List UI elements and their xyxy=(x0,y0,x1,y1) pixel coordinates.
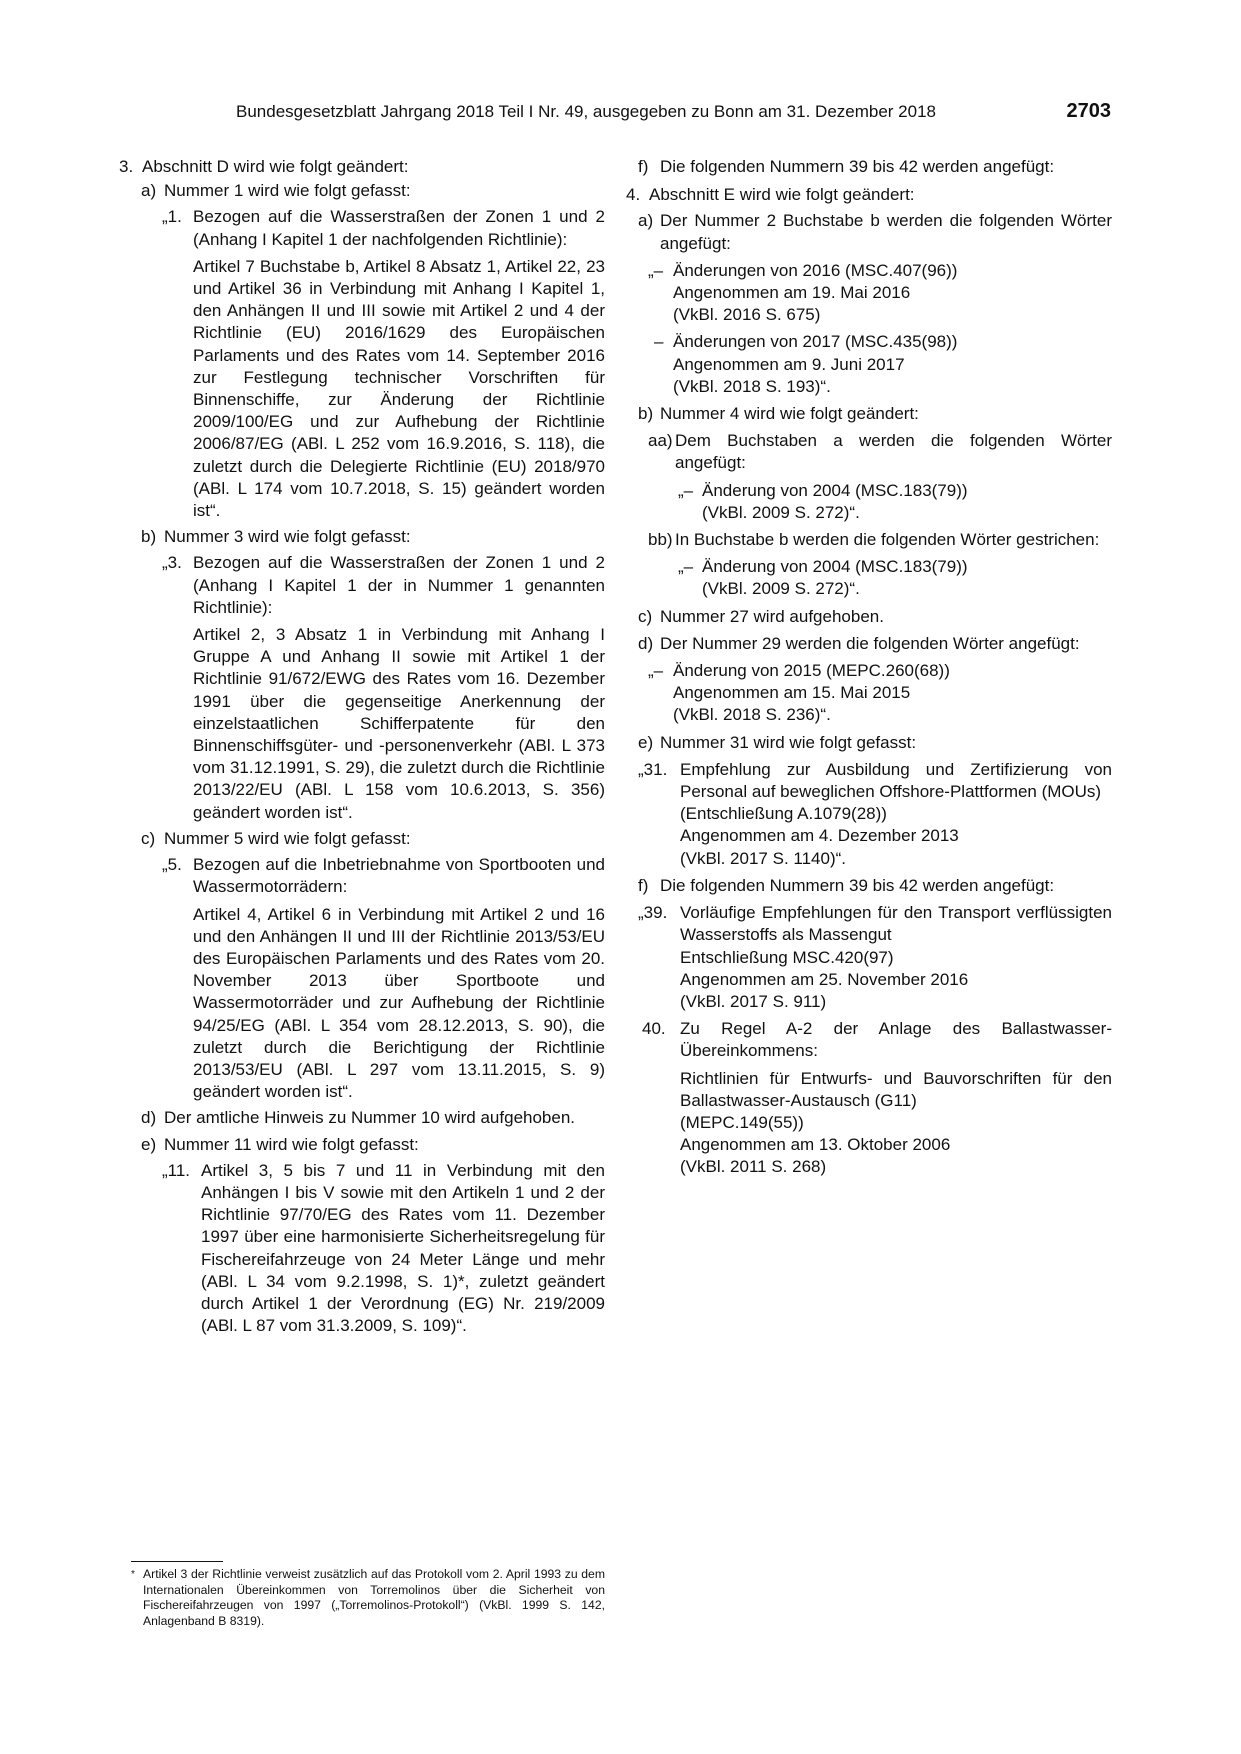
dash-line: (VkBl. 2009 S. 272)“. xyxy=(702,502,860,522)
item-text: Dem Buchstaben a werden die folgenden Wörter angefügt: xyxy=(675,431,1112,473)
item-4b xyxy=(638,403,1112,425)
item-label: e) xyxy=(141,1134,157,1154)
nummer-11 xyxy=(131,1160,605,1338)
dash-item-bb xyxy=(638,556,1112,600)
section-label: 3. xyxy=(119,157,134,176)
item-bb xyxy=(638,529,1112,551)
nummer-label: „1. xyxy=(162,207,182,227)
dash-label: „– xyxy=(648,260,664,280)
nummer-label: „3. xyxy=(162,553,182,573)
dash-line: Änderung von 2015 (MEPC.260(68)) xyxy=(673,661,950,681)
nummer-line: Angenommen am 13. Oktober 2006 xyxy=(680,1135,951,1155)
dash-line: Änderung von 2004 (MSC.183(79)) xyxy=(702,480,968,500)
item-text: Der amtliche Hinweis zu Nummer 10 wird aufgehoben. xyxy=(164,1108,576,1128)
nummer-body: Artikel 4, Artikel 6 in Verbindung mit Artikel 2 und 16 und den Anhängen II und III der Richtlinie 2013/53/EU des Europäischen Parlaments und des Rates vom 20. November 2013 über Sportboote und Wassermotorräder und zur Aufhebung der Richtlinie 94/25/EG (ABl. L 354 vom 28.12.2013, S. 90), die zuletzt durch die Berichtigung der Richtlinie 2013/53/EU (ABl. L 297 vom 13.11.2015, S. 9) geändert worden ist“. xyxy=(193,904,605,1102)
item-label: d) xyxy=(141,1108,157,1128)
section-4 xyxy=(626,184,1112,206)
footnote-marker: * xyxy=(131,1569,135,1580)
nummer-body: Artikel 2, 3 Absatz 1 in Verbindung mit Anhang I Gruppe A und Anhang II sowie mit Artikel 1 der Richtlinie 91/672/EWG des Rates vom 16. Dezember 1991 über die gegenseitige Anerkennung der einzelstaatlichen Schifferpatente für den Binnenschiffsgüter- und -personenverkehr (ABl. L 373 vom 31.12.1991, S. 29), die zuletzt durch die Richtlinie 2013/22/EU (ABl. L 158 vom 10.6.2013, S. 356) geändert worden ist“. xyxy=(193,625,605,822)
nummer-line: (MEPC.149(55)) xyxy=(680,1112,804,1132)
dash-item-2016 xyxy=(638,260,1112,327)
nummer-text: Artikel 3, 5 bis 7 und 11 in Verbindung mit den Anhängen I bis V sowie mit den Artikeln 1 und 2 der Richtlinie 97/70/EG des Rates vom 11. Dezember 1997 über eine harmonisierte Sicherheitsregelung für Fischereifahrzeuge von 24 Meter Länge und mehr (ABl. L 34 vom 9.2.1998, S. 1)*, zuletzt geändert durch Artikel 1 der Verordnung (EG) Nr. 219/2009 (ABl. L 87 vom 31.3.2009, S. 109)“. xyxy=(201,1160,605,1336)
nummer-line: (VkBl. 2017 S. 911) xyxy=(680,991,827,1011)
nummer-line: (VkBl. 2017 S. 1140)“. xyxy=(680,848,846,868)
nummer-label: „39. xyxy=(638,903,668,923)
nummer-line: Angenommen am 25. November 2016 xyxy=(680,969,969,989)
section-text: Abschnitt D wird wie folgt geändert: xyxy=(142,157,409,176)
nummer-3 xyxy=(131,552,605,823)
item-4c xyxy=(638,606,1112,628)
item-aa xyxy=(638,430,1112,474)
item-text: Nummer 11 wird wie folgt gefasst: xyxy=(164,1134,419,1154)
item-label: e) xyxy=(638,732,654,752)
dash-line: Angenommen am 15. Mai 2015 xyxy=(673,683,911,703)
dash-line: Änderung von 2004 (MSC.183(79)) xyxy=(702,557,968,577)
item-f-14 xyxy=(638,156,1112,178)
nummer-line: (VkBl. 2011 S. 268) xyxy=(680,1157,827,1177)
dash-line: (VkBl. 2018 S. 193)“. xyxy=(673,376,831,396)
right-column xyxy=(626,156,1112,1179)
nummer-line: Angenommen am 4. Dezember 2013 xyxy=(680,826,959,846)
nummer-label: „5. xyxy=(162,855,182,875)
item-4d xyxy=(638,633,1112,655)
dash-label: „– xyxy=(678,480,694,500)
nummer-text: Bezogen auf die Inbetriebnahme von Sportbooten und Wassermotorrädern: xyxy=(193,855,605,897)
item-label: f) xyxy=(638,157,649,176)
item-e xyxy=(131,1134,605,1156)
dash-item-2017 xyxy=(638,331,1112,398)
item-text: Nummer 27 wird aufgehoben. xyxy=(660,606,884,626)
item-text: Der Nummer 2 Buchstabe b werden die folgenden Wörter angefügt: xyxy=(660,211,1112,253)
item-text: Die folgenden Nummern 39 bis 42 werden angefügt: xyxy=(660,875,1055,895)
item-text: Nummer 31 wird wie folgt gefasst: xyxy=(660,732,917,752)
item-text: Nummer 5 wird wie folgt gefasst: xyxy=(164,828,411,848)
dash-item-aa xyxy=(638,480,1112,524)
item-d xyxy=(131,1107,605,1129)
item-text: Der Nummer 29 werden die folgenden Wörter angefügt: xyxy=(660,633,1080,653)
item-label: a) xyxy=(141,181,157,201)
nummer-text: Vorläufige Empfehlungen für den Transport verflüssigten Wasserstoffs als Massengut xyxy=(680,903,1112,945)
nummer-1 xyxy=(131,206,605,522)
dash-label: – xyxy=(654,332,664,352)
item-label: c) xyxy=(141,828,156,848)
item-text: Nummer 1 wird wie folgt gefasst: xyxy=(164,181,411,201)
dash-item-2015 xyxy=(638,660,1112,727)
dash-line: (VkBl. 2018 S. 236)“. xyxy=(673,705,831,725)
nummer-label: „31. xyxy=(638,759,668,779)
item-label: d) xyxy=(638,633,654,653)
item-text: Die folgenden Nummern 39 bis 42 werden angefügt: xyxy=(660,157,1055,176)
dash-line: Angenommen am 9. Juni 2017 xyxy=(673,354,905,374)
nummer-text: Bezogen auf die Wasserstraßen der Zonen 1 und 2 (Anhang I Kapitel 1 der nachfolgenden Richtlinie): xyxy=(193,207,605,249)
footnote xyxy=(131,1567,605,1629)
dash-label: „– xyxy=(648,661,664,681)
section-label: 4. xyxy=(626,185,641,205)
nummer-body: Artikel 7 Buchstabe b, Artikel 8 Absatz 1, Artikel 22, 23 und Artikel 36 in Verbindung mit Anhang I Kapitel 1, den Anhängen II und III sowie mit Artikel 2 und 4 der Richtlinie (EU) 2016/1629 des Europäischen Parlaments und des Rates vom 14. September 2016 zur Festlegung technischer Vorschriften für Binnenschiffe, zur Änderung der Richtlinie 2009/100/EG und zur Aufhebung der Richtlinie 2006/87/EG (ABl. L 252 vom 16.9.2016, S. 118), die zuletzt durch die Delegierte Richtlinie (EU) 2018/970 (ABl. L 174 vom 10.7.2018, S. 15) geändert worden ist“. xyxy=(193,256,605,521)
nummer-31 xyxy=(638,759,1112,870)
item-text: Nummer 4 wird wie folgt geändert: xyxy=(660,404,919,424)
footnote-rule xyxy=(131,1561,223,1562)
item-text: Nummer 3 wird wie folgt gefasst: xyxy=(164,527,411,547)
dash-line: Änderungen von 2017 (MSC.435(98)) xyxy=(673,332,958,352)
item-label: f) xyxy=(638,875,649,895)
nummer-label: „11. xyxy=(162,1160,191,1180)
item-text: In Buchstabe b werden die folgenden Wörter gestrichen: xyxy=(675,530,1100,550)
page-number: 2703 xyxy=(1066,100,1111,122)
nummer-line: Entschließung MSC.420(97) xyxy=(680,947,894,967)
footnote-text: Artikel 3 der Richtlinie verweist zusätzlich auf das Protokoll vom 2. April 1993 zu dem Internationalen Übereinkommen von Torremolinos über die Sicherheit von Fischereifahrzeugen von 1997 („Torremolinos-Protokoll“) (VkBl. 1999 S. 142, Anlagenband B 8319). xyxy=(143,1567,605,1628)
nummer-40 xyxy=(638,1018,1112,1178)
left-column xyxy=(119,156,605,1337)
dash-line: (VkBl. 2009 S. 272)“. xyxy=(702,579,860,599)
nummer-body: Richtlinien für Entwurfs- und Bauvorschriften für den Ballastwasser-Austausch (G11) xyxy=(680,1068,1112,1110)
nummer-5 xyxy=(131,854,605,1103)
page-header xyxy=(236,100,1111,130)
section-3 xyxy=(119,156,605,178)
dash-label: „– xyxy=(678,557,694,577)
item-label: c) xyxy=(638,606,653,626)
nummer-39 xyxy=(638,902,1112,1013)
item-label: b) xyxy=(638,404,654,424)
nummer-label: 40. xyxy=(642,1019,666,1039)
dash-line: Änderungen von 2016 (MSC.407(96)) xyxy=(673,260,958,280)
item-4f xyxy=(638,875,1112,897)
nummer-line: (Entschließung A.1079(28)) xyxy=(680,804,887,824)
item-label: aa) xyxy=(648,431,673,451)
item-a xyxy=(131,180,605,202)
header-text: Bundesgesetzblatt Jahrgang 2018 Teil I Nr. 49, ausgegeben zu Bonn am 31. Dezember 2018 xyxy=(236,102,936,121)
dash-line: (VkBl. 2016 S. 675) xyxy=(673,305,821,325)
item-b xyxy=(131,526,605,548)
item-label: b) xyxy=(141,527,157,547)
item-label: bb) xyxy=(648,530,673,550)
section-text: Abschnitt E wird wie folgt geändert: xyxy=(649,185,915,205)
nummer-text: Empfehlung zur Ausbildung und Zertifizierung von Personal auf beweglichen Offshore-Plattformen (MOUs) xyxy=(680,759,1112,802)
dash-line: Angenommen am 19. Mai 2016 xyxy=(673,283,911,303)
item-4e xyxy=(638,732,1112,754)
item-label: a) xyxy=(638,211,654,231)
item-4a xyxy=(638,210,1112,254)
item-c xyxy=(131,828,605,850)
nummer-text: Bezogen auf die Wasserstraßen der Zonen 1 und 2 (Anhang I Kapitel 1 der in Nummer 1 genannten Richtlinie): xyxy=(193,553,605,617)
nummer-text: Zu Regel A-2 der Anlage des Ballastwasser-Übereinkommens: xyxy=(680,1019,1112,1061)
